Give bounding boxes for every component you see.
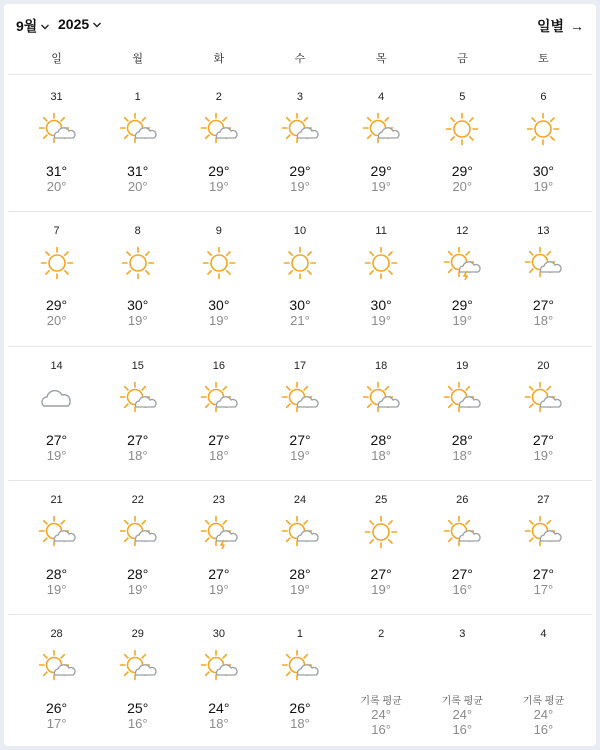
day-cell[interactable] bbox=[178, 615, 259, 749]
sun-cloud-icon bbox=[119, 381, 157, 415]
day-cell[interactable] bbox=[503, 615, 584, 749]
day-cell[interactable] bbox=[259, 212, 340, 346]
day-cell[interactable] bbox=[422, 212, 503, 346]
day-cell[interactable] bbox=[97, 347, 178, 481]
day-date: 14 bbox=[50, 360, 63, 372]
day-date: 28 bbox=[50, 628, 63, 640]
sun-icon bbox=[443, 112, 481, 146]
month-selector[interactable] bbox=[16, 16, 50, 36]
sun-cloud-icon bbox=[200, 112, 238, 146]
day-date: 2 bbox=[215, 91, 222, 103]
day-date: 5 bbox=[459, 91, 466, 103]
day-date: 16 bbox=[212, 360, 225, 372]
day-date: 21 bbox=[50, 494, 63, 506]
high-temperature: 24° bbox=[452, 707, 473, 722]
day-cell[interactable] bbox=[178, 347, 259, 481]
daily-view-label: 일별 bbox=[536, 18, 564, 34]
week-row bbox=[16, 615, 584, 749]
weekday-label: 수 bbox=[294, 53, 306, 65]
low-temperature: 19° bbox=[290, 448, 310, 463]
sun-cloud-icon bbox=[443, 515, 481, 549]
low-temperature: 19° bbox=[46, 448, 67, 463]
weekday-label: 화 bbox=[213, 53, 225, 65]
high-temperature: 24° bbox=[371, 707, 391, 722]
weekday-label: 월 bbox=[132, 53, 144, 65]
sun-cloud-icon bbox=[38, 515, 76, 549]
day-cell[interactable] bbox=[97, 481, 178, 615]
sun-icon bbox=[200, 246, 238, 280]
day-date: 29 bbox=[131, 628, 144, 640]
day-cell[interactable] bbox=[422, 347, 503, 481]
low-temperature: 19° bbox=[127, 582, 148, 597]
day-cell[interactable] bbox=[16, 78, 97, 212]
day-date: 13 bbox=[537, 225, 550, 237]
record-average-label: 기록 평균 bbox=[360, 696, 402, 707]
high-temperature: 29° bbox=[370, 163, 392, 179]
day-date: 17 bbox=[293, 360, 307, 372]
sun-thunder-icon bbox=[200, 515, 238, 549]
day-date: 3 bbox=[459, 628, 466, 640]
high-temperature: 27° bbox=[208, 432, 230, 448]
day-cell[interactable] bbox=[97, 212, 178, 346]
weekday-label: 금 bbox=[456, 53, 468, 65]
high-temperature: 29° bbox=[451, 163, 473, 179]
low-temperature: 20° bbox=[452, 179, 473, 194]
low-temperature: 19° bbox=[371, 582, 391, 597]
high-temperature: 27° bbox=[370, 566, 392, 582]
low-temperature: 19° bbox=[209, 582, 229, 597]
arrow-right-icon: → bbox=[570, 18, 584, 34]
record-average-label: 기록 평균 bbox=[441, 696, 483, 707]
low-temperature: 16° bbox=[452, 722, 473, 737]
high-temperature: 26° bbox=[289, 700, 311, 716]
week-row bbox=[16, 347, 584, 481]
day-cell[interactable] bbox=[259, 481, 340, 615]
day-cell[interactable] bbox=[16, 481, 97, 615]
low-temperature: 19° bbox=[46, 582, 67, 597]
sun-cloud-icon bbox=[524, 381, 562, 415]
sun-cloud-icon bbox=[524, 246, 562, 280]
low-temperature: 18° bbox=[452, 448, 473, 463]
high-temperature: 29° bbox=[451, 297, 473, 313]
low-temperature: 16° bbox=[127, 716, 148, 731]
high-temperature: 27° bbox=[45, 432, 68, 448]
low-temperature: 19° bbox=[209, 313, 229, 328]
day-date: 25 bbox=[375, 494, 388, 506]
low-temperature: 19° bbox=[533, 448, 554, 463]
day-date: 6 bbox=[540, 91, 547, 103]
sun-icon bbox=[119, 246, 157, 280]
high-temperature: 27° bbox=[532, 297, 554, 313]
day-cell[interactable] bbox=[341, 212, 422, 346]
sun-icon bbox=[362, 246, 400, 280]
weekday-header bbox=[16, 50, 584, 74]
chevron-down-icon bbox=[40, 18, 50, 34]
calendar-card bbox=[4, 4, 596, 746]
low-temperature: 16° bbox=[533, 722, 554, 737]
week-row bbox=[16, 481, 584, 615]
day-date: 10 bbox=[293, 225, 307, 237]
low-temperature: 20° bbox=[46, 179, 67, 194]
sun-cloud-icon bbox=[281, 112, 319, 146]
low-temperature: 19° bbox=[127, 313, 148, 328]
low-temperature: 18° bbox=[290, 716, 310, 731]
day-date: 4 bbox=[540, 628, 547, 640]
day-date: 2 bbox=[378, 628, 385, 640]
sun-cloud-icon bbox=[281, 515, 319, 549]
low-temperature: 17° bbox=[533, 582, 554, 597]
low-temperature: 21° bbox=[290, 313, 310, 328]
day-cell[interactable] bbox=[259, 347, 340, 481]
day-date: 7 bbox=[53, 225, 60, 237]
high-temperature: 28° bbox=[370, 432, 392, 448]
high-temperature: 30° bbox=[208, 297, 230, 313]
day-date: 23 bbox=[212, 494, 225, 506]
high-temperature: 27° bbox=[208, 566, 230, 582]
high-temperature: 25° bbox=[127, 700, 149, 716]
high-temperature: 27° bbox=[532, 566, 554, 582]
week-row bbox=[16, 78, 584, 212]
day-cell[interactable] bbox=[503, 78, 584, 212]
day-date: 3 bbox=[296, 91, 304, 103]
low-temperature: 18° bbox=[127, 448, 148, 463]
low-temperature: 18° bbox=[533, 313, 554, 328]
day-date: 19 bbox=[456, 360, 469, 372]
low-temperature: 19° bbox=[209, 179, 229, 194]
high-temperature: 29° bbox=[45, 297, 68, 313]
day-date: 12 bbox=[456, 225, 469, 237]
day-cell[interactable] bbox=[422, 78, 503, 212]
high-temperature: 27° bbox=[451, 566, 473, 582]
low-temperature: 20° bbox=[127, 179, 148, 194]
high-temperature: 24° bbox=[208, 700, 230, 716]
high-temperature: 30° bbox=[289, 297, 311, 313]
day-cell[interactable] bbox=[178, 212, 259, 346]
day-date: 4 bbox=[378, 91, 385, 103]
low-temperature: 19° bbox=[371, 179, 391, 194]
high-temperature: 28° bbox=[289, 566, 311, 582]
high-temperature: 31° bbox=[45, 163, 68, 179]
weekday-label: 토 bbox=[538, 53, 549, 65]
day-cell[interactable] bbox=[341, 347, 422, 481]
record-average-label: 기록 평균 bbox=[522, 696, 565, 707]
day-cell[interactable] bbox=[178, 481, 259, 615]
month-label: 9월 bbox=[16, 18, 38, 34]
low-temperature: 19° bbox=[290, 582, 310, 597]
low-temperature: 16° bbox=[371, 722, 391, 737]
high-temperature: 30° bbox=[370, 297, 392, 313]
high-temperature: 29° bbox=[208, 163, 230, 179]
day-date: 18 bbox=[375, 360, 388, 372]
day-cell[interactable] bbox=[16, 212, 97, 346]
sun-cloud-icon bbox=[281, 381, 319, 415]
day-cell[interactable] bbox=[16, 347, 97, 481]
sun-icon bbox=[362, 515, 400, 549]
day-date: 8 bbox=[134, 225, 141, 237]
sun-cloud-icon bbox=[362, 112, 400, 146]
low-temperature: 18° bbox=[371, 448, 391, 463]
day-cell[interactable] bbox=[97, 78, 178, 212]
day-date: 27 bbox=[537, 494, 550, 506]
low-temperature: 19° bbox=[533, 179, 554, 194]
day-date: 24 bbox=[293, 494, 307, 506]
low-temperature: 18° bbox=[209, 448, 229, 463]
high-temperature: 27° bbox=[289, 432, 311, 448]
low-temperature: 18° bbox=[209, 716, 229, 731]
chevron-down-icon bbox=[92, 16, 102, 32]
sun-cloud-icon bbox=[38, 112, 76, 146]
day-date: 11 bbox=[375, 225, 387, 237]
sun-icon bbox=[38, 246, 76, 280]
year-label: 2025 bbox=[58, 16, 90, 32]
high-temperature: 29° bbox=[289, 163, 311, 179]
high-temperature: 28° bbox=[45, 566, 68, 582]
sun-cloud-icon bbox=[443, 381, 481, 415]
calendar-header bbox=[14, 16, 586, 38]
low-temperature: 20° bbox=[46, 313, 67, 328]
day-date: 31 bbox=[50, 91, 63, 103]
sun-cloud-icon bbox=[119, 112, 157, 146]
day-date: 15 bbox=[131, 360, 144, 372]
low-temperature: 19° bbox=[452, 313, 473, 328]
high-temperature: 28° bbox=[127, 566, 149, 582]
day-cell[interactable] bbox=[178, 78, 259, 212]
low-temperature: 19° bbox=[371, 313, 391, 328]
daily-view-link[interactable] bbox=[537, 16, 584, 36]
day-date: 26 bbox=[456, 494, 469, 506]
low-temperature: 19° bbox=[290, 179, 310, 194]
day-cell[interactable] bbox=[259, 615, 340, 749]
sun-cloud-icon bbox=[200, 649, 238, 683]
day-cell[interactable] bbox=[503, 481, 584, 615]
high-temperature: 27° bbox=[532, 432, 554, 448]
day-cell[interactable] bbox=[422, 481, 503, 615]
weekday-label: 목 bbox=[375, 53, 387, 65]
day-date: 20 bbox=[537, 360, 550, 372]
sun-cloud-icon bbox=[524, 515, 562, 549]
day-cell[interactable] bbox=[97, 615, 178, 749]
day-date: 30 bbox=[212, 628, 225, 640]
day-cell[interactable] bbox=[16, 615, 97, 749]
high-temperature: 27° bbox=[127, 432, 149, 448]
high-temperature: 24° bbox=[533, 707, 554, 722]
day-cell[interactable] bbox=[341, 78, 422, 212]
high-temperature: 26° bbox=[45, 700, 68, 716]
weekday-label: 일 bbox=[51, 53, 62, 65]
day-cell[interactable] bbox=[503, 212, 584, 346]
day-cell[interactable] bbox=[422, 615, 503, 749]
day-date: 1 bbox=[296, 628, 304, 640]
sun-cloud-icon bbox=[119, 515, 157, 549]
sun-cloud-icon bbox=[200, 381, 238, 415]
sun-cloud-icon bbox=[362, 381, 400, 415]
day-cell[interactable] bbox=[259, 78, 340, 212]
low-temperature: 17° bbox=[46, 716, 67, 731]
cloud-icon bbox=[38, 381, 76, 415]
sun-cloud-icon bbox=[281, 649, 319, 683]
year-selector[interactable] bbox=[58, 16, 102, 32]
high-temperature: 30° bbox=[127, 297, 149, 313]
sun-cloud-icon bbox=[119, 649, 157, 683]
sun-cloud-icon bbox=[38, 649, 76, 683]
day-date: 1 bbox=[134, 91, 141, 103]
day-cell[interactable] bbox=[341, 481, 422, 615]
sun-icon bbox=[281, 246, 319, 280]
high-temperature: 31° bbox=[127, 163, 149, 179]
day-date: 22 bbox=[131, 494, 144, 506]
day-cell[interactable] bbox=[503, 347, 584, 481]
sun-icon bbox=[524, 112, 562, 146]
day-date: 9 bbox=[215, 225, 222, 237]
week-row bbox=[16, 212, 584, 346]
day-cell[interactable] bbox=[341, 615, 422, 749]
header-divider bbox=[8, 74, 592, 75]
sun-thunder-icon bbox=[443, 246, 481, 280]
high-temperature: 28° bbox=[451, 432, 473, 448]
low-temperature: 16° bbox=[452, 582, 473, 597]
high-temperature: 30° bbox=[532, 163, 554, 179]
